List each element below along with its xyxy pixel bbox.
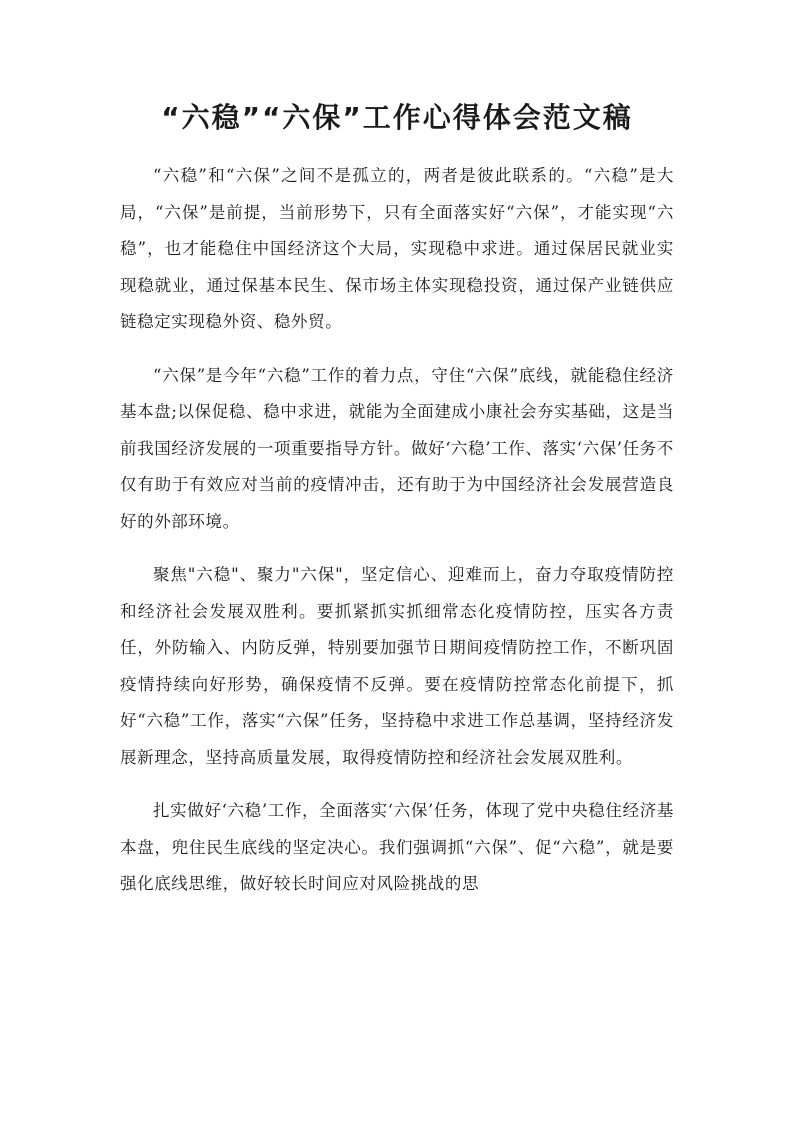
- paragraph-4: 扎实做好‘六稳’工作，全面落实‘六保’任务，体现了党中央稳住经济基本盘，兜住民生底线的坚定决心。我们强调抓“六保”、促“六稳”，就是要强化底线思维，做好较长时间应对风险挑战的思: [120, 801, 674, 893]
- paragraph-2: “六保”是今年“六稳”工作的着力点，守住“六保”底线，就能稳住经济基本盘;以保促稳、稳中求进，就能为全面建成小康社会夯实基础，这是当前我国经济发展的一项重要指导方针。做好‘六稳’工作、落实‘六保’任务不仅有助于有效应对当前的疫情冲击，还有助于为中国经济社会发展营造良好的外部环境。: [120, 365, 674, 531]
- paragraph-3: 聚焦"六稳"、聚力"六保"，坚定信心、迎难而上，奋力夺取疫情防控和经济社会发展双胜利。要抓紧抓实抓细常态化疫情防控，压实各方责任，外防输入、内防反弹，特别要加强节日期间疫情防控工作，不断巩固疫情持续向好形势，确保疫情不反弹。要在疫情防控常态化前提下，抓好“六稳”工作，落实“六保”任务，坚持稳中求进工作总基调，坚持经济发展新理念，坚持高质量发展，取得疫情防控和经济社会发展双胜利。: [120, 565, 674, 767]
- document-body: [120, 158, 674, 920]
- document-title: “六稳”“六保”工作心得体会范文稿: [161, 101, 633, 134]
- paragraph-1: “六稳”和“六保”之间不是孤立的，两者是彼此联系的。“六稳”是大局，“六保”是前提，当前形势下，只有全面落实好“六保”，才能实现“六稳”，也才能稳住中国经济这个大局，实现稳中求进。通过保居民就业实现稳就业，通过保基本民生、保市场主体实现稳投资，通过保产业链供应链稳定实现稳外资、稳外贸。: [120, 166, 674, 331]
